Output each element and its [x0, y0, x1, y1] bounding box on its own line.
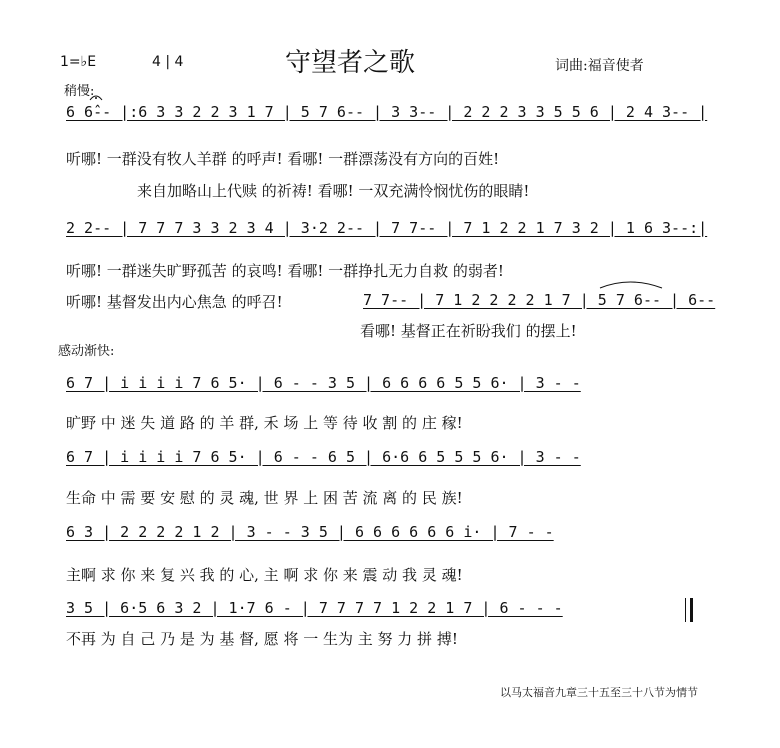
verse-notes-line-1: 6 6̂-- |:6 3 3 2 2 3 1 7 | 5 7 6-- | 3 3-- | 2 2 2 3 3 5 5 6 | 2 4 3-- | [66, 103, 708, 121]
verse-lyrics-line-2a: 听哪! 一群迷失旷野孤苦 的哀鸣! 看哪! 一群挣扎无力自救 的弱者! [66, 262, 504, 280]
key-signature: 1=♭E [60, 54, 97, 70]
verse-lyrics-line-1b: 来自加略山上代赎 的祈祷! 看哪! 一双充满怜悯忧伤的眼睛! [137, 182, 530, 200]
tie-arc [600, 282, 662, 288]
verse-notes-line-2: 2 2-- | 7 7 7 3 3 2 3 4 | 3·2 2-- | 7 7-- | 7 1 2 2 1 7 3 2 | 1 6 3--:| [66, 219, 708, 237]
chorus-lyrics-line-1: 旷野 中 迷 失 道 路 的 羊 群, 禾 场 上 等 待 收 割 的 庄 稼! [66, 414, 463, 432]
tempo-marking-chorus: 感动渐快: [58, 344, 115, 359]
chorus-lyrics-line-4: 不再 为 自 己 乃 是 为 基 督, 愿 将 一 生为 主 努 力 拼 搏! [66, 630, 458, 648]
chorus-notes-line-4: 3 5 | 6·5 6 3 2 | 1·7 6 - | 7 7 7 7 1 2 2 1 7 | 6 - - - [66, 599, 563, 617]
fermata-dot [95, 97, 97, 99]
chorus-notes-line-3: 6 3 | 2 2 2 2 1 2 | 3 - - 3 5 | 6 6 6 6 6 6 i· | 7 - - [66, 523, 554, 541]
chorus-notes-line-1: 6 7 | i i i i 7 6 5· | 6 - - 3 5 | 6 6 6 6 5 5 6· | 3 - - [66, 374, 581, 392]
verse-notes-line-2b: 7 7-- | 7 1 2 2 2 2 1 7 | 5 7 6-- | 6-- [363, 291, 716, 309]
time-signature: 4 | 4 [152, 54, 184, 70]
song-title: 守望者之歌 [284, 48, 415, 78]
verse-lyrics-line-2b: 听哪! 基督发出内心焦急 的呼召! [66, 293, 283, 311]
chorus-notes-line-2: 6 7 | i i i i 7 6 5· | 6 - - 6 5 | 6·6 6 5 5 5 6· | 3 - - [66, 448, 581, 466]
verse-lyrics-line-2c: 看哪! 基督正在祈盼我们 的摆上! [360, 322, 577, 340]
footer-note: 以马太福音九章三十五至三十八节为情节 [500, 686, 698, 699]
chorus-lyrics-line-3: 主啊 求 你 来 复 兴 我 的 心, 主 啊 求 你 来 震 动 我 灵 魂! [66, 566, 463, 584]
lyricist-composer: 词曲:福音使者 [555, 58, 644, 74]
verse-lyrics-line-1a: 听哪! 一群没有牧人羊群 的呼声! 看哪! 一群漂荡没有方向的百姓! [66, 150, 500, 168]
tempo-marking-start: 稍慢: [64, 84, 95, 99]
chorus-lyrics-line-2: 生命 中 需 要 安 慰 的 灵 魂, 世 界 上 困 苦 流 离 的 民 族! [66, 489, 463, 507]
